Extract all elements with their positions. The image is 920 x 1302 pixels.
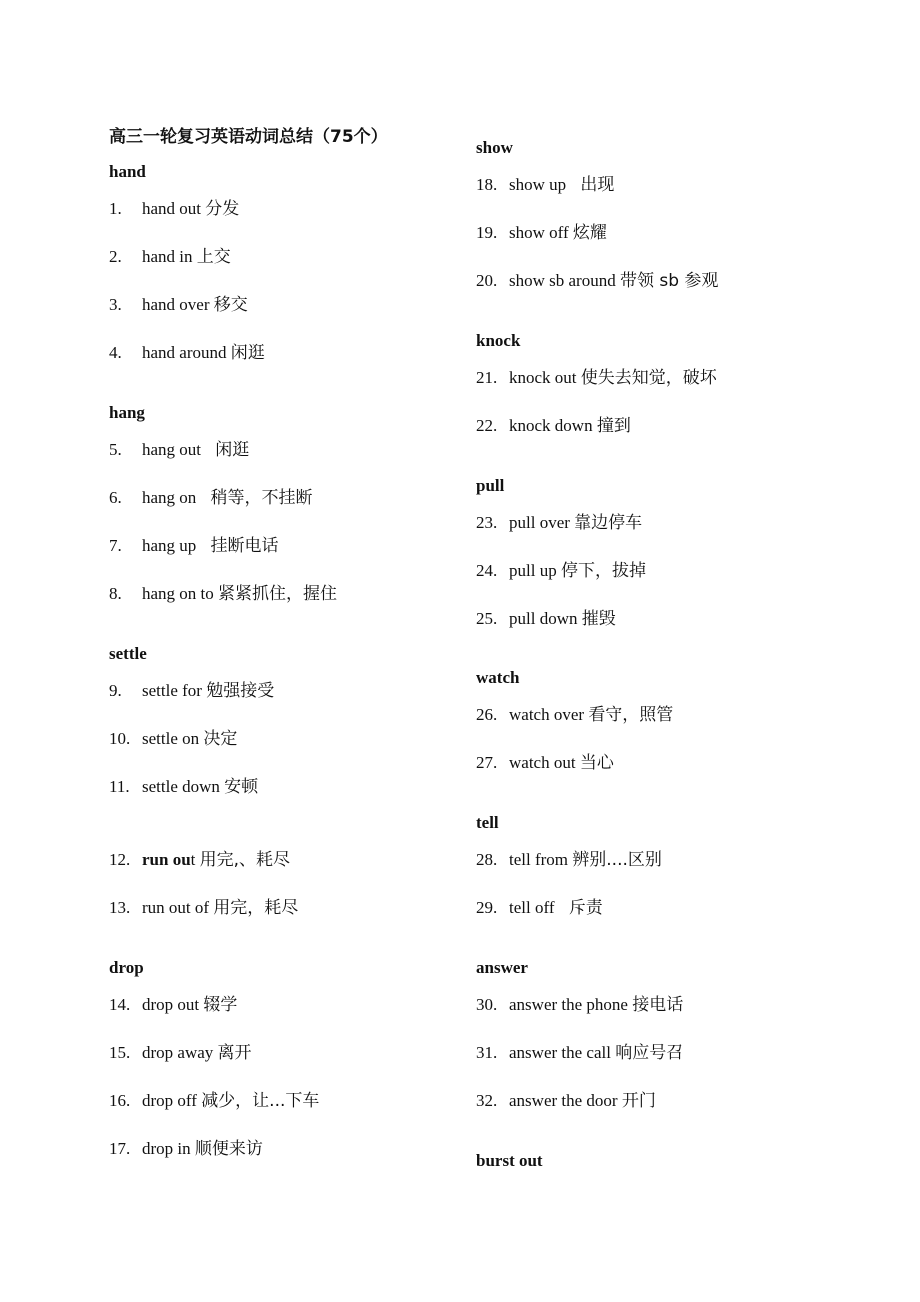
item-number: 24. [476, 561, 498, 580]
item-chinese: 安顿 [224, 777, 259, 797]
item-chinese: 减少，让...下车 [201, 1091, 320, 1111]
list-item [109, 1042, 252, 1064]
item-english: show off [509, 223, 573, 242]
item-english: settle down [142, 777, 225, 796]
item-number: 20. [476, 271, 498, 290]
list-item [109, 439, 249, 461]
item-number: 11. [109, 777, 130, 796]
list-item [476, 1090, 656, 1112]
item-number: 17. [109, 1139, 131, 1158]
list-item [109, 849, 290, 871]
item-number: 29. [476, 898, 498, 917]
item-number: 31. [476, 1043, 498, 1062]
list-item [476, 367, 717, 389]
item-english: t [190, 850, 200, 869]
item-english: settle on [142, 729, 204, 748]
item-english: drop off [142, 1091, 202, 1110]
list-item [109, 294, 248, 316]
item-chinese: 闲逛 [230, 343, 265, 363]
item-chinese: 闲逛 [215, 440, 250, 460]
item-number: 18. [476, 175, 498, 194]
item-english: hand around [142, 343, 231, 362]
item-number: 21. [476, 368, 498, 387]
list-item [109, 994, 237, 1016]
item-english: tell from [509, 850, 573, 869]
item-chinese: 响应号召 [615, 1043, 684, 1063]
list-item [476, 849, 662, 871]
item-chinese: 接电话 [632, 995, 684, 1015]
item-english: answer the phone [509, 995, 633, 1014]
item-number: 2. [109, 247, 122, 266]
item-english: tell off [509, 898, 559, 917]
item-chinese: 紧紧抓住，握住 [218, 584, 338, 604]
item-english: show sb around [509, 271, 620, 290]
item-number: 16. [109, 1091, 131, 1110]
item-number: 10. [109, 729, 131, 748]
item-chinese: 分发 [205, 199, 240, 219]
item-chinese: 停下，拔掉 [560, 561, 646, 581]
item-chinese: 靠边停车 [574, 513, 643, 533]
item-chinese: 当心 [579, 753, 614, 773]
item-number: 32. [476, 1091, 498, 1110]
list-item [476, 994, 683, 1016]
item-english: hang on [142, 488, 201, 507]
list-item [476, 415, 631, 437]
section-heading-answer: answer [476, 958, 528, 977]
item-chinese: 顺便来访 [194, 1139, 263, 1159]
item-english: pull down [509, 609, 582, 628]
item-english: drop in [142, 1139, 195, 1158]
item-chinese: 上交 [196, 247, 231, 267]
list-item [109, 1138, 263, 1160]
item-number: 7. [109, 536, 122, 555]
list-item [476, 222, 607, 244]
section-heading-knock: knock [476, 331, 521, 350]
item-chinese: 离开 [217, 1043, 252, 1063]
item-chinese: 辨别....区别 [572, 850, 662, 870]
item-chinese: 挂断电话 [210, 536, 279, 556]
list-item [109, 246, 231, 268]
item-english: hang up [142, 536, 201, 555]
item-number: 3. [109, 295, 122, 314]
item-english: answer the door [509, 1091, 622, 1110]
item-chinese: 带领 sb 参观 [619, 271, 719, 291]
item-english: hang on to [142, 584, 219, 603]
item-number: 22. [476, 416, 498, 435]
item-number: 14. [109, 995, 131, 1014]
item-english: pull over [509, 513, 575, 532]
item-english: watch out [509, 753, 580, 772]
item-chinese: 移交 [213, 295, 248, 315]
item-chinese: 使失去知觉，破坏 [580, 368, 717, 388]
item-chinese: 斥责 [568, 898, 603, 918]
item-number: 28. [476, 850, 498, 869]
item-number: 9. [109, 681, 122, 700]
list-item [476, 608, 616, 630]
item-english: run out of [142, 898, 214, 917]
list-item [109, 583, 337, 605]
section-heading-settle: settle [109, 644, 147, 663]
item-number: 6. [109, 488, 122, 507]
page-title: 高三一轮复习英语动词总结（75个） [109, 127, 388, 147]
section-heading-burst-out: burst out [476, 1151, 543, 1170]
item-chinese: 看守，照管 [588, 705, 674, 725]
list-item [476, 1042, 683, 1064]
item-number: 25. [476, 609, 498, 628]
section-heading-hand: hand [109, 162, 146, 181]
section-heading-show: show [476, 138, 513, 157]
item-english-bold: run ou [142, 850, 191, 869]
item-number: 12. [109, 850, 131, 869]
item-chinese: 勉强接受 [206, 681, 275, 701]
item-number: 1. [109, 199, 122, 218]
section-heading-hang: hang [109, 403, 145, 422]
list-item [109, 1090, 319, 1112]
list-item [476, 704, 673, 726]
item-number: 26. [476, 705, 498, 724]
list-item [476, 512, 642, 534]
item-number: 19. [476, 223, 498, 242]
item-number: 30. [476, 995, 498, 1014]
item-chinese: 稍等，不挂断 [210, 488, 313, 508]
item-number: 23. [476, 513, 498, 532]
item-chinese: 决定 [203, 729, 238, 749]
list-item [109, 680, 274, 702]
list-item [109, 728, 237, 750]
section-heading-drop: drop [109, 958, 144, 977]
item-english: knock out [509, 368, 581, 387]
list-item [109, 342, 265, 364]
item-chinese: 用完,、耗尽 [199, 850, 291, 870]
item-english: show up [509, 175, 571, 194]
item-number: 15. [109, 1043, 131, 1062]
item-number: 27. [476, 753, 498, 772]
item-english: settle for [142, 681, 207, 700]
item-english: knock down [509, 416, 597, 435]
section-heading-tell: tell [476, 813, 499, 832]
item-number: 8. [109, 584, 122, 603]
item-english: hand in [142, 247, 197, 266]
list-item [476, 560, 646, 582]
item-english: hang out [142, 440, 206, 459]
item-chinese: 出现 [580, 175, 615, 195]
item-chinese: 炫耀 [572, 223, 607, 243]
item-number: 13. [109, 898, 131, 917]
item-english: answer the call [509, 1043, 616, 1062]
section-heading-pull: pull [476, 476, 505, 495]
item-chinese: 辍学 [203, 995, 238, 1015]
list-item [109, 198, 239, 220]
item-chinese: 开门 [621, 1091, 656, 1111]
list-item [109, 535, 279, 557]
item-english: watch over [509, 705, 589, 724]
list-item [476, 270, 718, 292]
list-item [476, 897, 603, 919]
item-english: drop away [142, 1043, 218, 1062]
item-chinese: 撞到 [596, 416, 631, 436]
list-item [476, 752, 614, 774]
item-english: hand over [142, 295, 214, 314]
list-item [109, 776, 258, 798]
list-item [109, 897, 298, 919]
item-english: drop out [142, 995, 204, 1014]
item-chinese: 摧毁 [581, 609, 616, 629]
list-item [476, 174, 614, 196]
item-english: hand out [142, 199, 206, 218]
list-item [109, 487, 313, 509]
item-number: 5. [109, 440, 122, 459]
section-heading-watch: watch [476, 668, 520, 687]
item-chinese: 用完，耗尽 [213, 898, 299, 918]
item-english: pull up [509, 561, 561, 580]
item-number: 4. [109, 343, 122, 362]
